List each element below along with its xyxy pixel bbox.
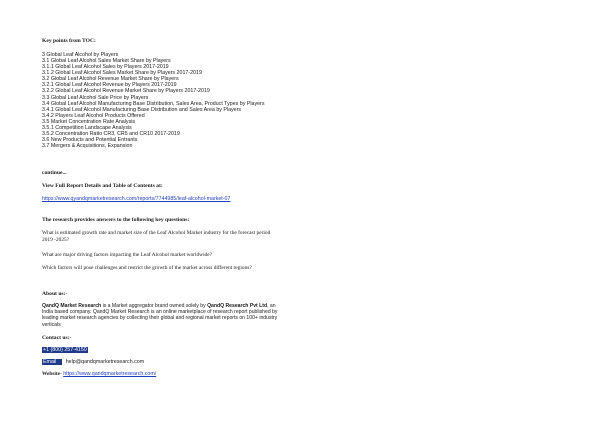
- toc-item: 3 Global Leaf Alcohol by Players: [42, 52, 119, 58]
- toc-item: 3.7 Mergers & Acquisitions, Expansion: [42, 143, 133, 150]
- toc-item: 3.2.1 Global Leaf Alcohol Revenue by Players 2017-2019: [42, 82, 177, 89]
- toc-item: 3.5.2 Concentration Ratio CR3, CR5 and CR10 2017-2019: [42, 131, 180, 138]
- toc-item: 3.1 Global Leaf Alcohol Sales Market Share by Players: [42, 58, 171, 65]
- question-2: What are major driving factors impacting the Leaf Alcohol market worldwide?: [42, 252, 213, 258]
- about-text-2: , an India based company. QandQ Market Research is an online marketplace of research report published by leading market research agencies by collecting their global and regional market reports on 100+ industry verticals: [42, 303, 278, 328]
- toc-item: 3.4 Global Leaf Alcohol Manufacturing Base Distribution, Sales Area, Product Types by Players: [42, 100, 265, 107]
- toc-item: 3.2.2 Global Leaf Alcohol Revenue Market Share by Players 2017-2019: [42, 88, 210, 95]
- owner-name: QandQ Research Pvt Ltd: [207, 303, 268, 309]
- view-full-report-heading: View Full Report Details and Table of Contents at:: [42, 183, 163, 189]
- toc-item: 3.4.2 Players Leaf Alcohol Products Offered: [42, 112, 145, 119]
- toc-item: 3.6 New Products and Potential Entrants: [42, 137, 138, 144]
- key-points-heading: Key points from TOC:: [42, 38, 96, 44]
- continue-text: continue...: [42, 170, 67, 176]
- contact-heading: Contact us:-: [42, 335, 72, 341]
- question-1: What is estimated growth rate and market size of the Leaf Alcohol Market industry for the forecast period 2019 -2025?: [42, 230, 271, 243]
- about-text-1: is a Market aggregator brand owned solely by: [101, 303, 208, 309]
- about-paragraph: [42, 303, 287, 328]
- toc-item: 3.3 Global Leaf Alcohol Sale Price by Players: [42, 94, 149, 101]
- company-name: QandQ Market Research: [42, 303, 102, 309]
- research-heading: The research provides answers to the following key questions:: [42, 217, 190, 223]
- phone-number[interactable]: +1 (800) 257-4150: [43, 347, 87, 353]
- email-label: Email: [42, 359, 62, 365]
- toc-item: 3.4.1 Global Leaf Alcohol Manufacturing Base Distribution and Sales Area by Players: [42, 106, 242, 113]
- website-label: Website-: [42, 371, 62, 377]
- about-heading: About us:-: [42, 291, 68, 297]
- website-link[interactable]: https://www.qandqmarketresearch.com/: [63, 371, 157, 377]
- toc-item: 3.1.2 Global Leaf Alcohol Sales Market Share by Players 2017-2019: [42, 70, 202, 77]
- phone-row: [42, 347, 88, 353]
- email-row: [42, 359, 144, 365]
- toc-item: 3.5.1 Competition Landscape Analysis: [42, 124, 132, 131]
- toc-item: 3.1.1 Global Leaf Alcohol Sales by Players 2017-2019: [42, 64, 169, 71]
- report-link[interactable]: https://www.qyandqmarketresearch.com/reports/7744985/leaf-alcohol-market-07: [42, 196, 231, 202]
- toc-item: 3.2 Global Leaf Alcohol Revenue Market Share by Players: [42, 76, 179, 83]
- email-address[interactable]: help@qandqmarketresearch.com: [65, 359, 145, 365]
- website-row: [42, 371, 156, 377]
- toc-list: [42, 52, 265, 149]
- question-3: Which factors will pose challenges and restrict the growth of the market across different regions?: [42, 265, 252, 271]
- toc-item: 3.5 Market Concentration Rate Analysis: [42, 118, 136, 125]
